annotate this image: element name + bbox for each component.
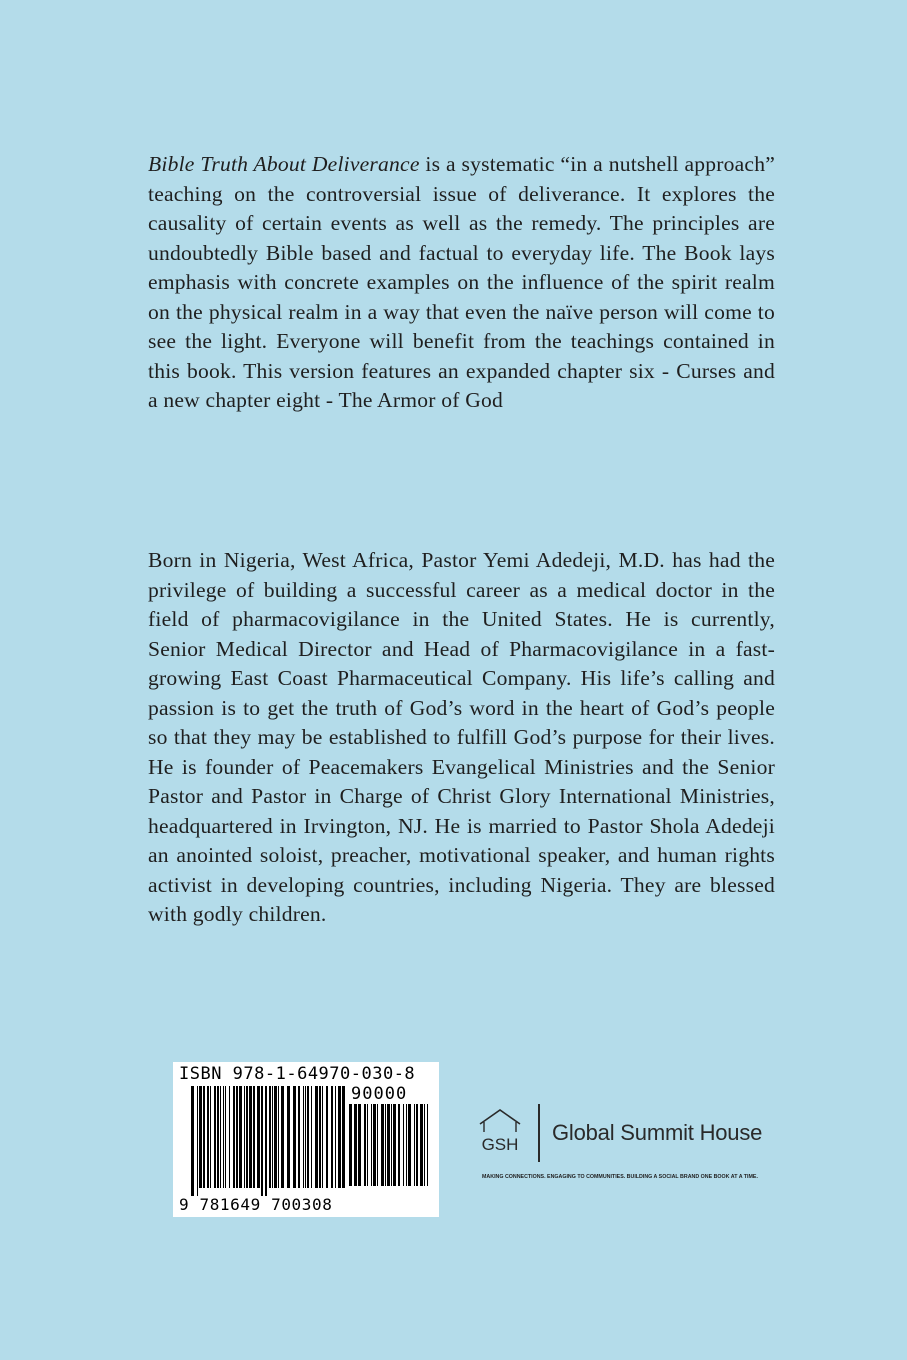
barcode-bar: [385, 1104, 386, 1186]
barcode-bar: [298, 1086, 300, 1188]
barcode-bar: [233, 1086, 235, 1188]
barcode-bar: [371, 1104, 372, 1186]
barcode-bar: [249, 1086, 252, 1188]
barcode-bar: [349, 1104, 352, 1186]
book-title: Bible Truth About Deliverance: [148, 152, 420, 176]
barcode-bar: [420, 1104, 423, 1186]
ean-barcode-bars: [191, 1086, 347, 1196]
barcode-bar: [217, 1086, 219, 1188]
barcode-bar: [393, 1104, 396, 1186]
barcode-bar: [406, 1104, 407, 1186]
barcode-bar: [199, 1086, 202, 1188]
barcode-bar: [398, 1104, 400, 1186]
author-bio: Born in Nigeria, West Africa, Pastor Yemi Adedeji, M.D. has had the privilege of building a successful career as a medical doctor in the field of pharmacovigilance in the United States. He is currently, Senior Medical Director and Head of Pharmacovigilance in a fast-growing East Coast Pharmaceutical Company. His life’s calling and passion is to get the truth of God’s word in the heart of God’s people so that they may be established to fulfill God’s purpose for their lives. He is founder of Peacemakers Evangelical Ministries and the Senior Pastor and Pastor in Charge of Christ Glory International Ministries, headquartered in Irvington, NJ. He is married to Pastor Shola Adedeji an anointed soloist, preacher, motivational speaker, and human rights activist in developing countries, including Nigeria. They are blessed with godly children.: [148, 548, 775, 926]
barcode-bar: [424, 1104, 425, 1186]
barcode-bar: [223, 1086, 224, 1188]
barcode-bar: [236, 1086, 238, 1188]
barcode-bar: [408, 1104, 411, 1186]
barcode-bar: [257, 1086, 260, 1188]
barcode-bar: [293, 1086, 296, 1188]
barcode-bar: [416, 1104, 418, 1186]
description-text: is a systematic “in a nutshell approach” teaching on the controversial issue of deliverance. It explores the causality of certain events as well as the remedy. The principles are undoubtedly Bible based and factual to everyday life. The Book lays emphasis with concrete examples on the influence of the spirit realm on the physical realm in a way that even the naïve person will come to see the light. Everyone will benefit from the teachings contained in this book. This version features an expanded chapter six - Curses and a new chapter eight - The Armor of God: [148, 152, 775, 412]
barcode-bar: [414, 1104, 415, 1186]
barcode-bar: [387, 1104, 390, 1186]
barcode-bar: [253, 1086, 255, 1188]
book-description: [148, 150, 775, 416]
barcode-bar: [197, 1086, 198, 1196]
publisher-initials: GSH: [481, 1135, 519, 1154]
barcode-bar: [214, 1086, 216, 1188]
barcode-bar: [287, 1086, 290, 1188]
barcode-bar: [326, 1086, 328, 1188]
barcode-bar: [367, 1104, 368, 1186]
barcode-bar: [225, 1086, 226, 1188]
barcode-bar: [358, 1104, 361, 1186]
barcode-bar: [311, 1086, 312, 1188]
house-icon: [470, 1102, 530, 1158]
barcode-bar: [269, 1086, 271, 1188]
barcode-bar: [307, 1086, 309, 1188]
barcode-bar: [210, 1086, 211, 1188]
barcode-bar: [354, 1104, 357, 1186]
ean-digits: 9 781649 700308: [179, 1195, 333, 1214]
barcode-bar: [278, 1086, 279, 1188]
barcode-bar: [319, 1086, 321, 1188]
publisher-name: Global Summit House: [552, 1120, 763, 1145]
barcode-bar: [239, 1086, 242, 1188]
barcode-bar: [427, 1104, 428, 1186]
price-code: 90000: [351, 1084, 408, 1104]
barcode-bar: [381, 1104, 384, 1186]
barcode-bar: [274, 1086, 277, 1188]
barcode-bar: [220, 1086, 221, 1188]
barcode-bar: [261, 1086, 263, 1196]
barcode-bar: [303, 1086, 304, 1188]
barcode-bar: [305, 1086, 306, 1188]
barcode-bar: [338, 1086, 341, 1188]
barcode-bar: [229, 1086, 230, 1188]
barcode-bar: [244, 1086, 245, 1188]
barcode-bar: [377, 1104, 378, 1186]
barcode-bar: [373, 1104, 376, 1186]
barcode-bar: [315, 1086, 318, 1188]
barcode-bar: [281, 1086, 284, 1188]
barcode-bar: [364, 1104, 366, 1186]
barcode-bar: [391, 1104, 392, 1186]
isbn-text: ISBN 978-1-64970-030-8: [179, 1064, 416, 1084]
barcode-bar: [203, 1086, 205, 1188]
barcode-bar: [331, 1086, 333, 1188]
barcode-bar: [335, 1086, 336, 1188]
barcode-bar: [272, 1086, 273, 1188]
addon-barcode-bars: [349, 1104, 431, 1194]
isbn-barcode: [173, 1062, 439, 1217]
barcode-bar: [191, 1086, 194, 1196]
barcode-bar: [265, 1086, 267, 1196]
barcode-bar: [342, 1086, 345, 1188]
publisher-tagline: MAKING CONNECTIONS. ENGAGING TO COMMUNITIES. BUILDING A SOCIAL BRAND ONE BOOK AT A TIME.: [482, 1174, 758, 1180]
barcode-bar: [207, 1086, 209, 1188]
barcode-bar: [403, 1104, 404, 1186]
logo-divider: [538, 1104, 540, 1162]
barcode-bar: [322, 1086, 323, 1188]
barcode-bar: [246, 1086, 248, 1188]
